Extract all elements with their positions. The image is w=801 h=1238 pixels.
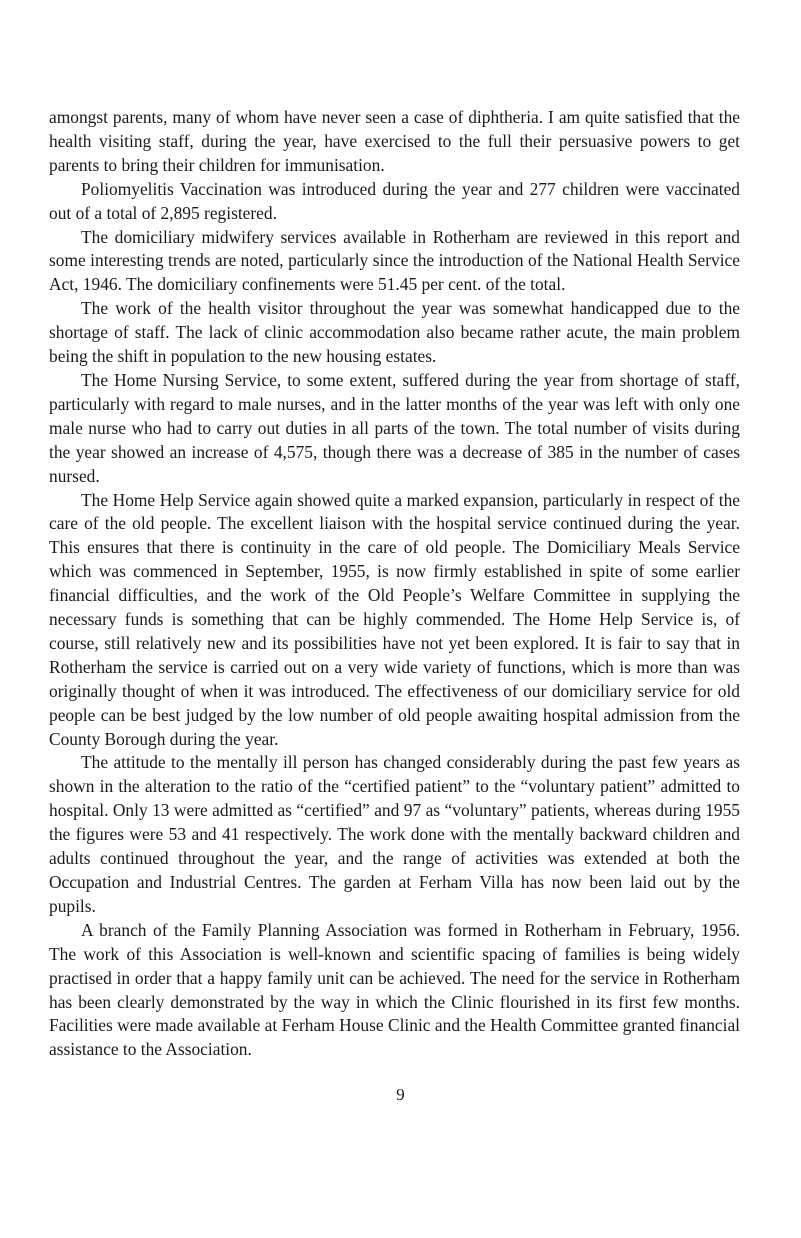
paragraph-poliomyelitis-vaccination: Poliomyelitis Vaccination was introduced during the year and 277 children were vaccinated out of a total of 2,895 registered. bbox=[49, 178, 740, 223]
page-number: 9 bbox=[396, 1085, 405, 1104]
paragraph-domiciliary-midwifery: The domiciliary midwifery services available in Rotherham are reviewed in this report and some interesting trends are noted, particularly since the introduction of the National Health Service Act, 1946. The domiciliary confinements were 51.45 per cent. of the total. bbox=[49, 226, 740, 295]
paragraph-diphtheria-immunisation: amongst parents, many of whom have never seen a case of diphtheria. I am quite satisfied that the health visiting staff, during the year, have exercised to the full their persuasive powers to get parents to bring their children for immunisation. bbox=[49, 107, 740, 175]
paragraph-mental-health: The attitude to the mentally ill person has changed considerably during the past few years as shown in the alteration to the ratio of the “certified patient” to the “voluntary patient” admitted to hospital. Only 13 were admitted as “certified” and 97 as “voluntary” patients, whereas during 1955 the figures were 53 and 41 respectively. The work done with the mentally backward children and adults continued throughout the year, and the range of activities was extended at both the Occupation and Industrial Centres. The garden at Ferham Villa has now been laid out by the pupils. bbox=[49, 752, 740, 916]
paragraph-home-nursing-service: The Home Nursing Service, to some extent, suffered during the year from shortage of staff, particularly with regard to male nurses, and in the latter months of the year was left with only one male nurse who had to carry out duties in all parts of the town. The total number of visits during the year showed an increase of 4,575, though there was a decrease of 385 in the number of cases nursed. bbox=[49, 369, 740, 486]
paragraph-home-help-service: The Home Help Service again showed quite a marked expansion, particularly in respect of the care of the old people. The excellent liaison with the hospital service continued during the year. This ensures that there is continuity in the care of old people. The Domiciliary Meals Service which was commenced in September, 1955, is now firmly established in spite of some earlier financial difficulties, and the work of the Old People’s Welfare Committee in supplying the necessary funds is something that can be highly commended. The Home Help Service is, of course, still relatively new and its possibilities have not yet been explored. It is fair to say that in Rotherham the service is carried out on a very wide variety of functions, which is more than was originally thought of when it was introduced. The effectiveness of our domiciliary service for old people can be best judged by the low number of old people awaiting hospital admission from the County Borough during the year. bbox=[49, 489, 740, 749]
paragraph-family-planning: A branch of the Family Planning Association was formed in Rotherham in February, 1956. The work of this Association is well-known and scientific spacing of families is being widely practised in order that a happy family unit can be achieved. The need for the service in Rotherham has been clearly demonstrated by the way in which the Clinic flourished in its first few months. Facilities were made available at Ferham House Clinic and the Health Committee granted financial assistance to the Association. bbox=[49, 919, 740, 1060]
paragraph-health-visitor: The work of the health visitor throughout the year was somewhat handicapped due to the shortage of staff. The lack of clinic accommodation also became rather acute, the main problem being the shift in population to the new housing estates. bbox=[49, 298, 740, 367]
